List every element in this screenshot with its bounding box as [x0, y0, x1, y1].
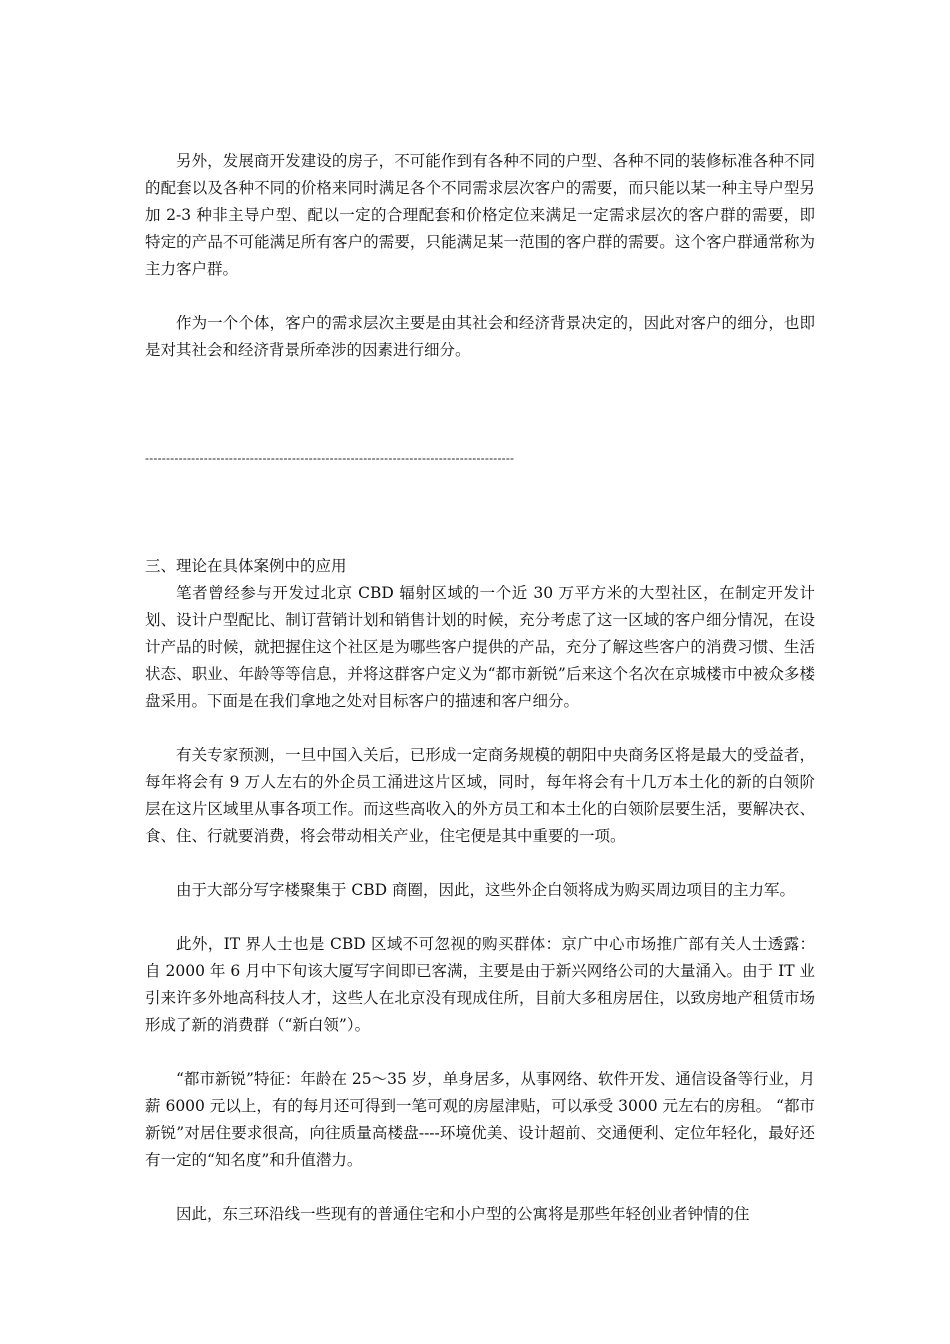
paragraph-expert-forecast: 有关专家预测，一旦中国入关后，已形成一定商务规模的朝阳中央商务区将是最大的受益者，每年将会有 9 万人左右的外企员工涌进这片区域，同时，每年将会有十几万本土化的新的白领阶层在这片区域里从事各项工作。而这些高收入的外方员工和本土化的白领阶层要生活，要解决衣、食、住、行就要消费，将会带动相关产业，住宅便是其中重要的一项。 [145, 746, 815, 845]
paragraph-urban-elite-traits: “都市新锐”特征：年龄在 25～35 岁，单身居多，从事网络、软件开发、通信设备等行业，月薪 6000 元以上，有的每月还可得到一笔可观的房屋津贴，可以承受 3000 元左右的房租。 “都市新锐”对居住要求很高，向往质量高楼盘----环境优美、设计超前、交通便利、定位年轻化，最好还有一定的“知名度”和升值潜力。 [145, 1070, 815, 1169]
paragraph-spacer [145, 1174, 815, 1201]
paragraph-cbd-white-collar: 由于大部分写字楼聚集于 CBD 商圈，因此，这些外企白领将成为购买周边项目的主力军。 [176, 881, 796, 899]
paragraph-it-professionals: 此外，IT 界人士也是 CBD 区域不可忽视的购买群体：京广中心市场推广部有关人士透露：自 2000 年 6 月中下旬该大厦写字间即已客满，主要是由于新兴网络公司的大量涌入。由于 IT 业引来许多外地高科技人才，这些人在北京没有现成住所，目前大多租房居住，以致房地产租赁市场形成了新的消费群（“新白领”）。 [145, 935, 815, 1034]
document-body [145, 148, 815, 1228]
paragraph-spacer [145, 1039, 815, 1066]
section-spacer [145, 472, 815, 553]
paragraph-spacer [145, 715, 815, 742]
paragraph-spacer [145, 850, 815, 877]
paragraph-market-segmentation: 另外，发展商开发建设的房子，不可能作到有各种不同的户型、各种不同的装修标准各种不同的配套以及各种不同的价格来同时满足各个不同需求层次客户的需要，而只能以某一种主导户型另加 2-3 种非主导户型、配以一定的合理配套和价格定位来满足一定需求层次的客户群的需要，即特定的产品不可能满足所有客户的需要，只能满足某一范围的客户群的需要。这个客户群通常称为主力客户群。 [145, 152, 815, 278]
section-heading: 三、理论在具体案例中的应用 [145, 557, 347, 575]
paragraph-spacer [145, 904, 815, 931]
paragraph-east-third-ring: 因此，东三环沿线一些现有的普通住宅和小户型的公寓将是那些年轻创业者钟情的住 [176, 1205, 750, 1223]
paragraph-spacer [145, 283, 815, 310]
section-spacer [145, 364, 815, 445]
paragraph-customer-needs: 作为一个个体，客户的需求层次主要是由其社会和经济背景决定的，因此对客户的细分，也即是对其社会和经济背景所牵涉的因素进行细分。 [145, 314, 815, 359]
paragraph-case-intro: 笔者曾经参与开发过北京 CBD 辐射区域的一个近 30 万平方米的大型社区，在制定开发计划、设计户型配比、制订营销计划和销售计划的时候，充分考虑了这一区域的客户细分情况，在设计产品的时候，就把握住这个社区是为哪些客户提供的产品，充分了解这些客户的消费习惯、生活状态、职业、年龄等等信息，并将这群客户定义为“都市新锐”后来这个名次在京城楼市中被众多楼盘采用。下面是在我们拿地之处对目标客户的描速和客户细分。 [145, 584, 815, 710]
dashed-separator: ---------------------------------------------------------------------------------------- [145, 451, 515, 465]
